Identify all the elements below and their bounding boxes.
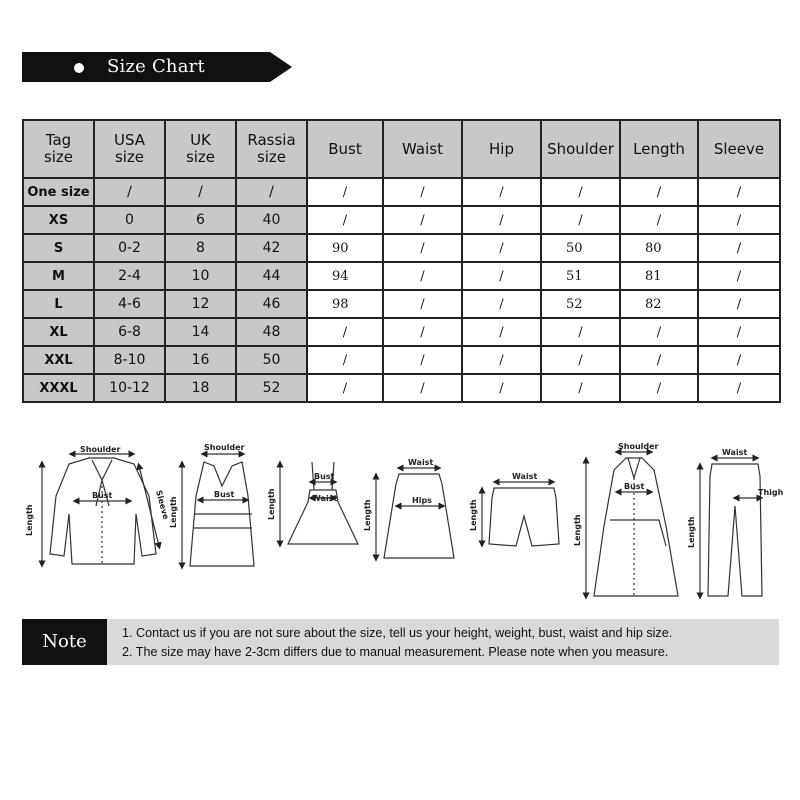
table-cell: 0-2 xyxy=(94,234,165,262)
bullet-icon xyxy=(74,63,84,73)
table-cell: / xyxy=(307,178,383,206)
pants-diagram xyxy=(700,458,762,596)
table-cell: 10 xyxy=(165,262,236,290)
label-thigh-7: Thigh xyxy=(758,488,784,497)
table-cell: / xyxy=(307,318,383,346)
table-cell: / xyxy=(165,178,236,206)
table-cell: / xyxy=(383,346,462,374)
label-bust-6: Bust xyxy=(624,482,645,491)
label-length-3: Length xyxy=(267,488,276,520)
table-cell: / xyxy=(307,374,383,402)
table-row xyxy=(23,346,780,374)
table-cell: / xyxy=(462,374,541,402)
table-cell: / xyxy=(541,178,620,206)
table-cell: / xyxy=(462,318,541,346)
table-cell: 52 xyxy=(236,374,307,402)
column-header: Length xyxy=(620,120,698,178)
table-cell: 42 xyxy=(236,234,307,262)
table-cell: / xyxy=(307,346,383,374)
table-cell: 98 xyxy=(307,290,383,318)
table-cell: / xyxy=(383,234,462,262)
table-cell: / xyxy=(698,346,780,374)
table-cell: / xyxy=(698,206,780,234)
label-bust-3: Bust xyxy=(314,472,335,481)
label-shoulder-2: Shoulder xyxy=(204,443,245,452)
shorts-diagram xyxy=(482,482,559,546)
table-cell: / xyxy=(620,206,698,234)
column-header: UK size xyxy=(165,120,236,178)
table-cell: 6 xyxy=(165,206,236,234)
table-cell: 18 xyxy=(165,374,236,402)
table-cell: One size xyxy=(23,178,94,206)
label-length-4: Length xyxy=(363,499,372,531)
table-cell: / xyxy=(541,206,620,234)
label-shoulder-1: Shoulder xyxy=(80,445,121,454)
label-waist-4: Waist xyxy=(408,458,434,467)
table-cell: 6-8 xyxy=(94,318,165,346)
label-bust-2: Bust xyxy=(214,490,235,499)
table-cell: 52 xyxy=(541,290,620,318)
size-chart-banner xyxy=(22,52,292,82)
table-row xyxy=(23,318,780,346)
note-line-2: 2. The size may have 2-3cm differs due to manual measurement. Please note when you measure. xyxy=(122,645,669,659)
table-cell: / xyxy=(462,206,541,234)
table-cell: / xyxy=(383,290,462,318)
table-cell: / xyxy=(541,318,620,346)
table-cell: / xyxy=(698,178,780,206)
table-cell: M xyxy=(23,262,94,290)
note-bar xyxy=(22,619,779,665)
table-cell: XL xyxy=(23,318,94,346)
note-lines xyxy=(122,624,672,662)
table-cell: XS xyxy=(23,206,94,234)
table-cell: S xyxy=(23,234,94,262)
label-shoulder-6: Shoulder xyxy=(618,442,659,451)
table-cell: / xyxy=(541,374,620,402)
table-cell: / xyxy=(94,178,165,206)
table-row xyxy=(23,178,780,206)
table-cell: 81 xyxy=(620,262,698,290)
table-cell: / xyxy=(698,234,780,262)
label-length-2: Length xyxy=(169,496,178,528)
column-header: Hip xyxy=(462,120,541,178)
column-header: USA size xyxy=(94,120,165,178)
table-cell: XXXL xyxy=(23,374,94,402)
table-cell: 12 xyxy=(165,290,236,318)
table-cell: / xyxy=(620,346,698,374)
column-header: Bust xyxy=(307,120,383,178)
table-cell: / xyxy=(698,318,780,346)
coat-diagram xyxy=(586,452,678,596)
table-cell: 10-12 xyxy=(94,374,165,402)
table-cell: / xyxy=(462,346,541,374)
label-sleeve-1: Sleeve xyxy=(154,489,171,521)
label-length-5: Length xyxy=(469,499,478,531)
label-waist-3: Waist xyxy=(312,494,338,503)
size-table xyxy=(22,119,781,403)
label-length-6: Length xyxy=(573,514,582,546)
table-cell: / xyxy=(698,290,780,318)
table-cell: L xyxy=(23,290,94,318)
table-header-row xyxy=(23,120,780,178)
note-label: Note xyxy=(22,619,107,665)
garment-illustrations xyxy=(14,436,786,611)
table-cell: / xyxy=(383,178,462,206)
column-header: Tag size xyxy=(23,120,94,178)
table-cell: / xyxy=(383,374,462,402)
table-cell: / xyxy=(620,318,698,346)
table-cell: / xyxy=(383,262,462,290)
table-cell: 40 xyxy=(236,206,307,234)
table-cell: 8-10 xyxy=(94,346,165,374)
table-row xyxy=(23,262,780,290)
banner-title: Size Chart xyxy=(107,56,205,77)
skirt-diagram xyxy=(376,468,454,558)
table-cell: / xyxy=(620,178,698,206)
table-cell: / xyxy=(383,206,462,234)
table-cell: / xyxy=(462,234,541,262)
table-row xyxy=(23,206,780,234)
table-cell: 80 xyxy=(620,234,698,262)
table-cell: 16 xyxy=(165,346,236,374)
table-cell: / xyxy=(307,206,383,234)
table-cell: / xyxy=(698,374,780,402)
table-cell: / xyxy=(462,178,541,206)
column-header: Sleeve xyxy=(698,120,780,178)
label-bust-1: Bust xyxy=(92,491,113,500)
column-header: Rassia size xyxy=(236,120,307,178)
table-row xyxy=(23,234,780,262)
table-row xyxy=(23,290,780,318)
label-length-1: Length xyxy=(25,504,34,536)
table-cell: 94 xyxy=(307,262,383,290)
table-cell: / xyxy=(383,318,462,346)
table-cell: 4-6 xyxy=(94,290,165,318)
table-cell: 82 xyxy=(620,290,698,318)
note-line-1: 1. Contact us if you are not sure about the size, tell us your height, weight, bust, waist and hip size. xyxy=(122,626,673,640)
label-waist-7: Waist xyxy=(722,448,748,457)
table-cell: 50 xyxy=(236,346,307,374)
table-row xyxy=(23,374,780,402)
tank-top-diagram xyxy=(182,454,254,566)
label-waist-5: Waist xyxy=(512,472,538,481)
label-hips-4: Hips xyxy=(412,496,432,505)
table-cell: 50 xyxy=(541,234,620,262)
table-cell: / xyxy=(236,178,307,206)
column-header: Shoulder xyxy=(541,120,620,178)
label-length-7: Length xyxy=(687,516,696,548)
table-cell: 46 xyxy=(236,290,307,318)
blouse-diagram xyxy=(42,454,159,564)
table-cell: 51 xyxy=(541,262,620,290)
table-cell: / xyxy=(541,346,620,374)
table-cell: 14 xyxy=(165,318,236,346)
table-cell: / xyxy=(462,290,541,318)
table-cell: 90 xyxy=(307,234,383,262)
table-cell: 8 xyxy=(165,234,236,262)
table-cell: 44 xyxy=(236,262,307,290)
measurement-diagrams xyxy=(14,436,786,611)
table-cell: 48 xyxy=(236,318,307,346)
column-header: Waist xyxy=(383,120,462,178)
table-cell: / xyxy=(462,262,541,290)
table-cell: / xyxy=(698,262,780,290)
table-cell: XXL xyxy=(23,346,94,374)
table-cell: / xyxy=(620,374,698,402)
table-cell: 0 xyxy=(94,206,165,234)
table-cell: 2-4 xyxy=(94,262,165,290)
